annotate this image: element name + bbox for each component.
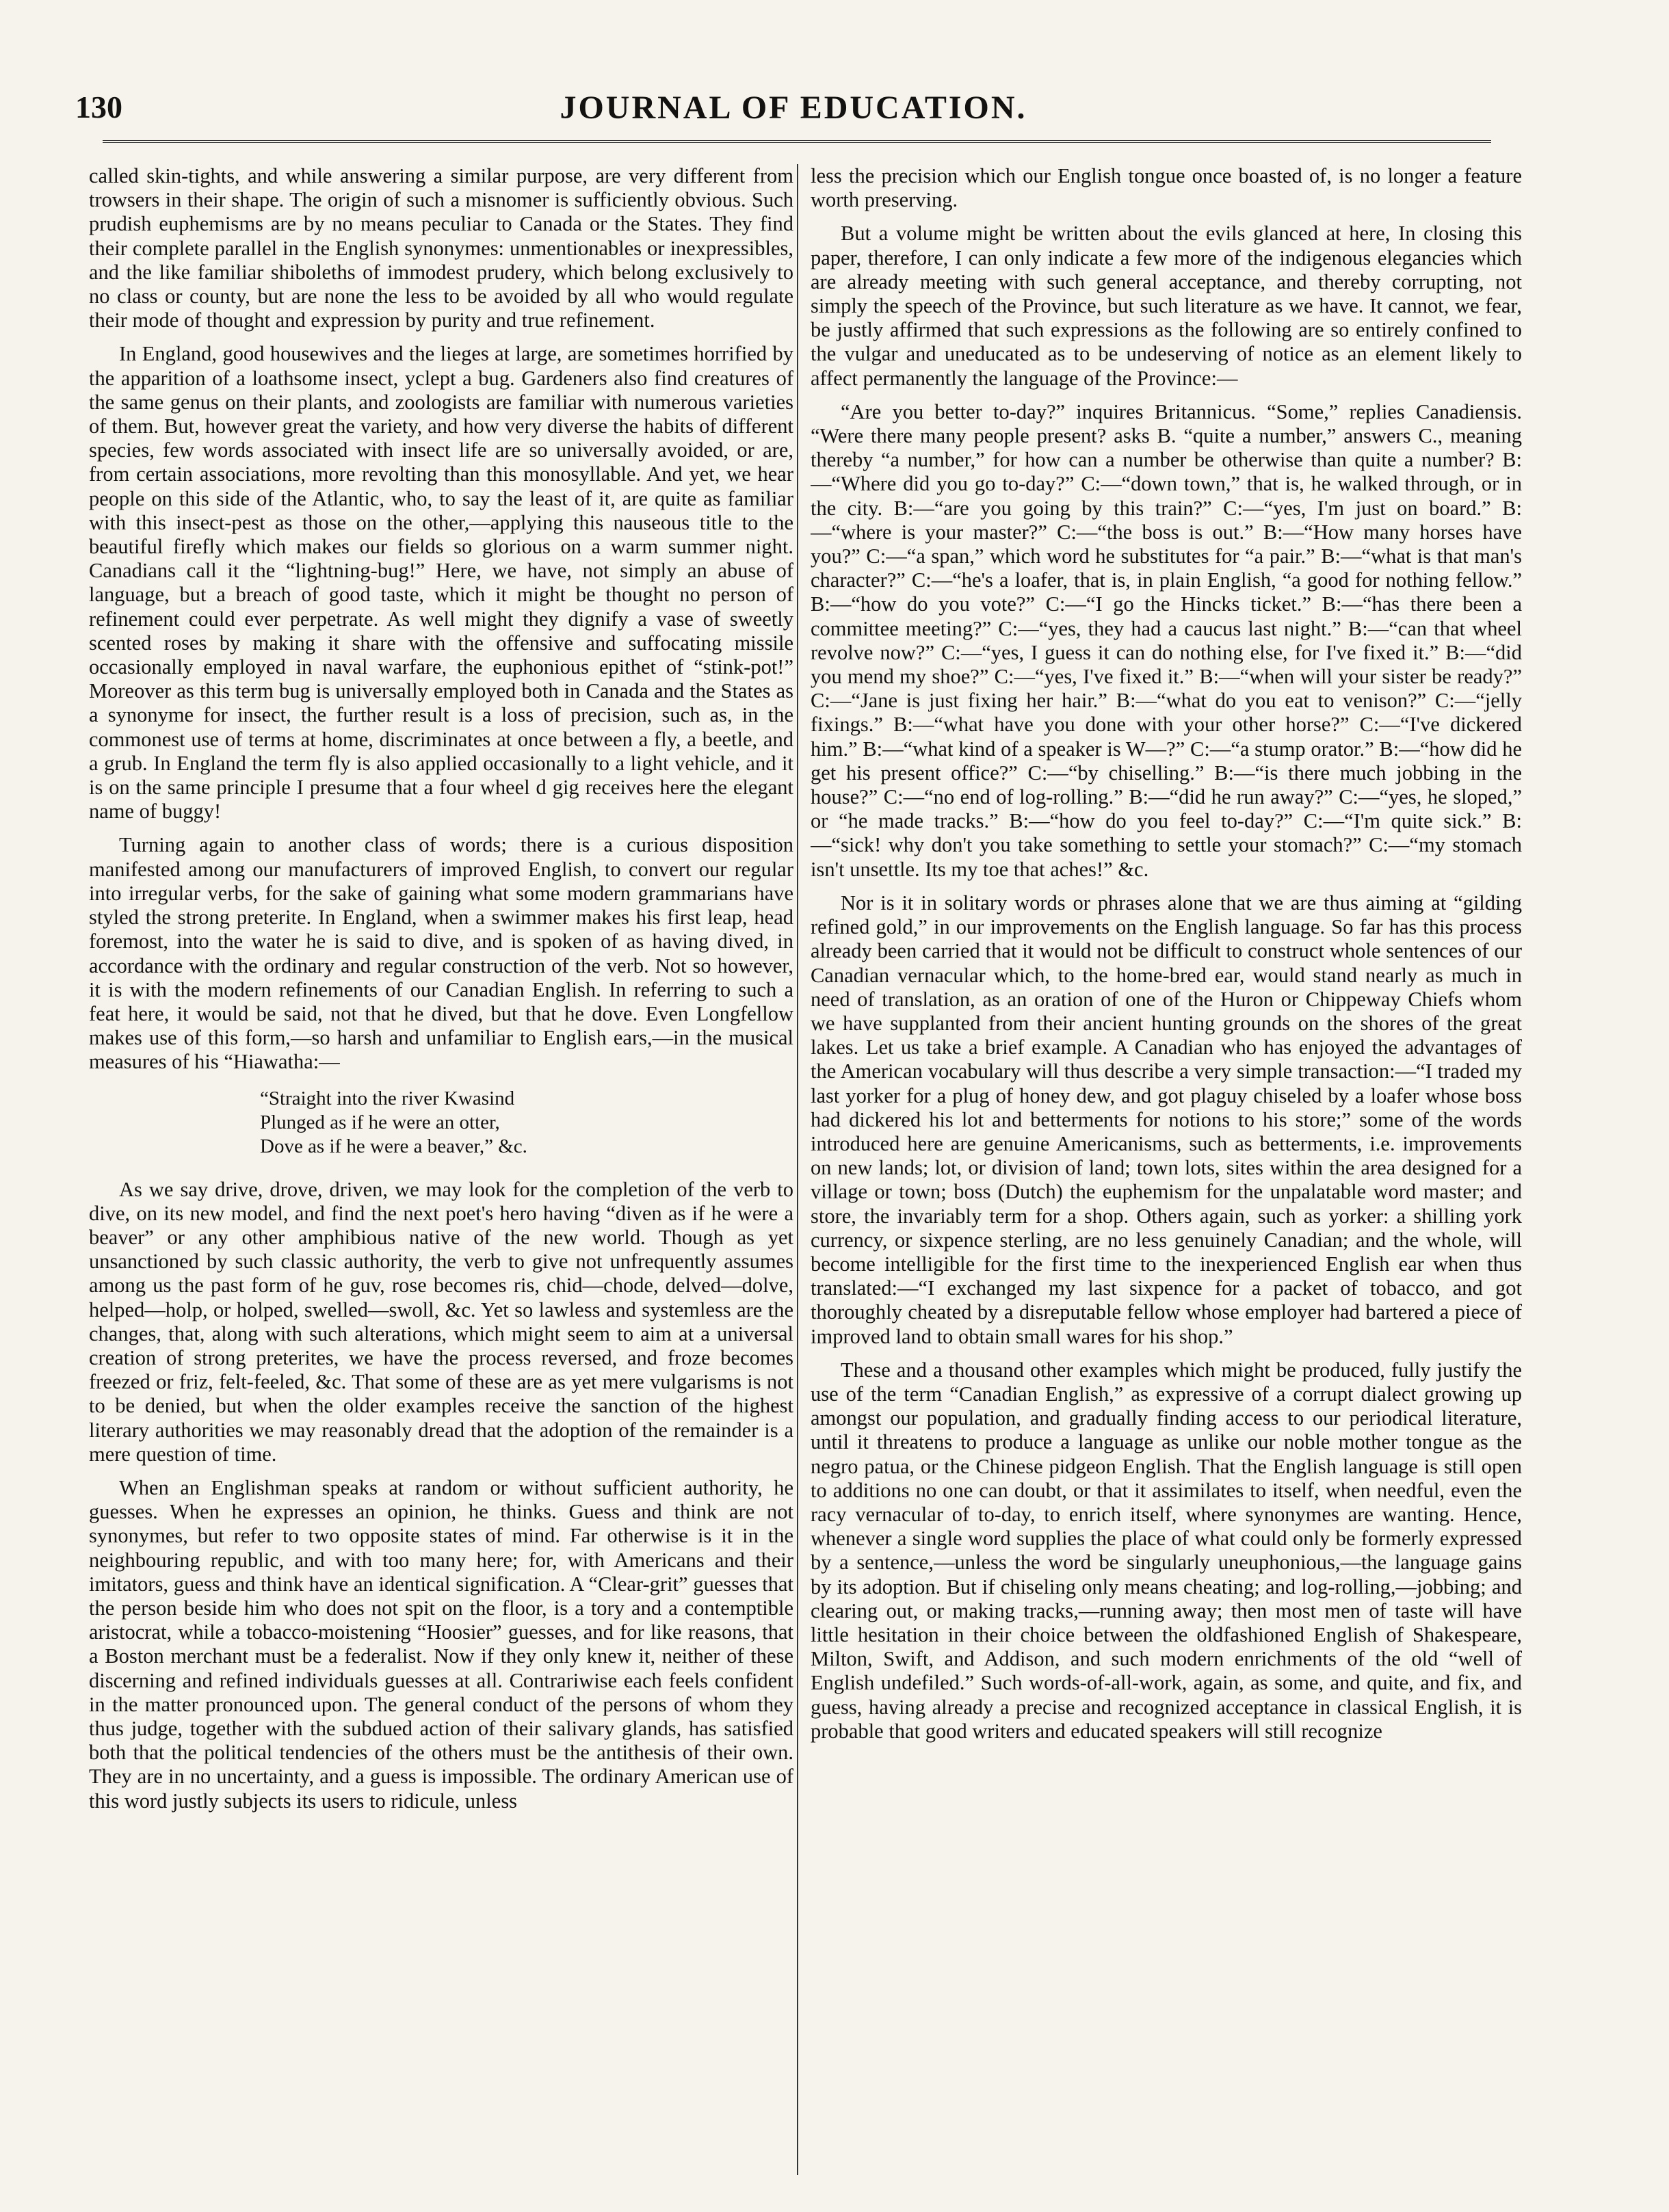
right-column: [811, 164, 1522, 2175]
paragraph: Nor is it in solitary words or phrases alone that we are thus aiming at “gilding refined gold,” in our improvements on the English language. So far has this process already been carried that it would not be difficult to construct whole sentences of our Canadian vernacular which, to the home-bred ear, would stand nearly as much in need of translation, as an oration of one of the Huron or Chippeway Chiefs whom we have supplanted from their ancient hunting grounds on the shores of the great lakes. Let us take a brief example. A Canadian who has enjoyed the advantages of the American vocabulary will thus describe a very simple transaction:—“I traded my last yorker for a plug of honey dew, and got plaguy chiseled by a loafer whose boss had dickered his lot and betterments for notions to his store;” some of the words introduced here are genuine Americanisms, such as betterments, i.e. improvements on new lands; lot, or division of land; town lots, sites within the area designed for a village or town; boss (Dutch) the euphemism for the unpalatable word master; and store, the invariably term for a shop. Others again, such as yorker: a shilling york currency, or sixpence sterling, are no less genuinely Canadian; and the whole, will become intelligible for the first time to the inexperienced English ear when thus translated:—“I exchanged my last sixpence for a packet of tobacco, and got thoroughly cheated by a disreputable fellow whose employer had bartered a piece of improved land to obtain small wares for his shop.”: [811, 891, 1522, 1348]
column-divider: [797, 164, 798, 2175]
paragraph: As we say drive, drove, driven, we may look for the completion of the verb to dive, on its new model, and find the next poet's hero having “diven as if he were a beaver” or any other amphibious native of the new world. Though as yet unsanctioned by such classic authority, the verb to give not unfrequently assumes among us the past form of he guv, rose becomes ris, chid—chode, delved—dolve, helped—holp, or holped, swelled—swoll, &c. Yet so lawless and systemless are the changes, that, along with such alterations, which might seem to aim at a universal creation of strong preterites, we have the process reversed, and froze becomes freezed or friz, felt-feeled, &c. That some of these are as yet mere vulgarisms is not to be denied, but when the older examples receive the sanction of the highest literary authorities we may reasonably dread that the adoption of the remainder is a mere question of time.: [89, 1177, 793, 1466]
paragraph: When an Englishman speaks at random or without sufficient authority, he guesses. When he expresses an opinion, he thinks. Guess and think are not synonymes, but refer to two opposite states of mind. Far otherwise is it in the neighbouring republic, and with too many here; for, with Americans and their imitators, guess and think have an identical signification. A “Clear-grit” guesses that the person beside him who does not spit on the floor, is a tory and a contemptible aristocrat, while a tobacco-moistening “Hoosier” guesses, and for like reasons, that a Boston merchant must be a federalist. Now if they only knew it, neither of these discerning and refined individuals guesses at all. Contrariwise each feels confident in the matter pronounced upon. The general conduct of the persons of whom they thus judge, together with the subdued action of their salivary glands, has satisfied both that the political tendencies of the others must be the antithesis of their own. They are in no uncertainty, and a guess is impossible. The ordinary American use of this word justly subjects its users to ridicule, unless: [89, 1475, 793, 1813]
poem-line: “Straight into the river Kwasind: [260, 1087, 515, 1109]
journal-title: JOURNAL OF EDUCATION.: [560, 90, 1027, 126]
page-number: 130: [75, 90, 122, 124]
paragraph: “Are you better to-day?” inquires Britannicus. “Some,” replies Canadiensis. “Were there many people present? asks B. “quite a number,” answers C., meaning thereby “a number,” for how can a number be otherwise than quite a number? B:—“Where did you go to-day?” C:—“down town,” that is, he walked through, or in the city. B:—“are you going by this train?” C:—“yes, I'm just on board.” B:—“where is your master?” C:—“the boss is out.” B:—“How many horses have you?” C:—“a span,” which word he substitutes for “a pair.” B:—“what is that man's character?” C:—“he's a loafer, that is, in plain English, “a good for nothing fellow.” B:—“how do you vote?” C:—“I go the Hincks ticket.” B:—“has there been a committee meeting?” C:—“yes, they had a caucus last night.” B:—“can that wheel revolve now?” C:—“yes, I guess it can do nothing else, for I've fixed it.” B:—“did you mend my shoe?” C:—“yes, I've fixed it.” B:—“when will your sister be ready?” C:—“Jane is just fixing her hair.” B:—“what do you eat to venison?” C:—“jelly fixings.” B:—“what have you done with your other horse?” C:—“I've dickered him.” B:—“what kind of a speaker is W—?” C:—“a stump orator.” B:—“how did he get his present office?” C:—“by chiselling.” B:—“is there much jobbing in the house?” C:—“no end of log-rolling.” B:—“did he run away?” C:—“yes, he sloped,” or “he made tracks.” B:—“how do you feel to-day?” C:—“I'm quite sick.” B:—“sick! why don't you take something to settle your stomach?” C:—“my stomach isn't unsettle. Its my toe that aches!” &c.: [811, 399, 1522, 881]
paragraph: These and a thousand other examples which might be produced, fully justify the use of the term “Canadian English,” as expressive of a corrupt dialect growing up amongst our population, and gradually finding access to our periodical literature, until it threatens to produce a language as unlike our noble mother tongue as the negro patua, or the Chinese pidgeon English. That the English language is still open to additions no one can doubt, or that it assimilates to itself, when needful, even the racy vernacular of to-day, to enrich itself, where synonymes are wanting. Hence, whenever a single word supplies the place of what could only be formerly expressed by a sentence,—unless the word be singularly uneuphonious,—the language gains by its adoption. But if chiseling only means cheating; and log-rolling,—jobbing; and clearing out, or making tracks,—running away; then most men of taste will have little hesitation in their choice between the oldfashioned English of Shakespeare, Milton, Swift, and Addison, and such modern enrichments of the old “well of English undefiled.” Such words-of-all-work, again, as some, and quite, and fix, and guess, having already a precise and recognized acceptance in classical English, it is probable that good writers and educated speakers will still recognize: [811, 1358, 1522, 1743]
header-rule: [103, 140, 1491, 150]
paragraph: called skin-tights, and while answering a similar purpose, are very different from trowsers in their shape. The origin of such a misnomer is sufficiently obvious. Such prudish euphemisms are by no means peculiar to Canada or the States. They find their complete parallel in the English synonymes: unmentionables or inexpressibles, and the like familiar shiboleths of immodest prudery, which belong exclusively to no class or county, but are none the less to be avoided by all who would regulate their mode of thought and expression by purity and true refinement.: [89, 164, 793, 332]
left-column: [89, 164, 793, 2175]
paragraph: less the precision which our English tongue once boasted of, is no longer a feature worth preserving.: [811, 164, 1522, 212]
poem-line: Dove as if he were a beaver,” &c.: [260, 1135, 527, 1157]
poem-line: Plunged as if he were an otter,: [260, 1111, 500, 1133]
paragraph: In England, good housewives and the lieges at large, are sometimes horrified by the apparition of a loathsome insect, yclept a bug. Gardeners also find creatures of the same genus on their plants, and zoologists are familiar with numerous varieties of them. But, however great the variety, and how very diverse the habits of different species, few words associated with insect life are so universally avoided, or are, from certain associations, more revolting than this monosyllable. And yet, we hear people on this side of the Atlantic, who, to say the least of it, are quite as familiar with this insect-pest as those on the other,—applying this nauseous title to the beautiful firefly which makes our fields so glorious on a warm summer night. Canadians call it the “lightning-bug!” Here, we have, not simply an abuse of language, but a breach of good taste, which it might be thought no person of refinement could ever perpetrate. As well might they dignify a vase of sweetly scented roses by making it share with the offensive and suffocating missile occasionally employed in naval warfare, the euphonious epithet of “stink-pot!” Moreover as this term bug is universally employed both in Canada and the States as a synonyme for insect, the further result is a loss of precision, such as, in the commonest use of terms at home, discriminates at once between a fly, a beetle, and a grub. In England the term fly is also applied occasionally to a light vehicle, and it is on the same principle I presume that a four wheel d gig receives here the elegant name of buggy!: [89, 342, 793, 824]
paragraph: But a volume might be written about the evils glanced at here, In closing this paper, therefore, I can only indicate a few more of the indigenous elegancies which are already meeting with such general acceptance, and thereby corrupting, not simply the speech of the Province, but such literature as we have. It cannot, we fear, be justly affirmed that such expressions as the following are so entirely confined to the vulgar and uneducated as to be undeserving of notice as an element likely to affect permanently the language of the Province:—: [811, 222, 1522, 390]
paragraph: Turning again to another class of words; there is a curious disposition manifested among our manufacturers of improved English, to convert our regular into irregular verbs, for the sake of gaining what some modern grammarians have styled the strong preterite. In England, when a swimmer makes his first leap, head foremost, into the water he is said to dive, and is spoken of as having dived, in accordance with the ordinary and regular construction of the verb. Not so however, it is with the modern refinements of our Canadian English. In referring to such a feat here, it would be said, not that he dived, but that he dove. Even Longfellow makes use of this form,—so harsh and unfamiliar to English ears,—in the musical measures of his “Hiawatha:—: [89, 833, 793, 1074]
page-header: [75, 89, 1512, 137]
poem-quote: [260, 1087, 793, 1159]
